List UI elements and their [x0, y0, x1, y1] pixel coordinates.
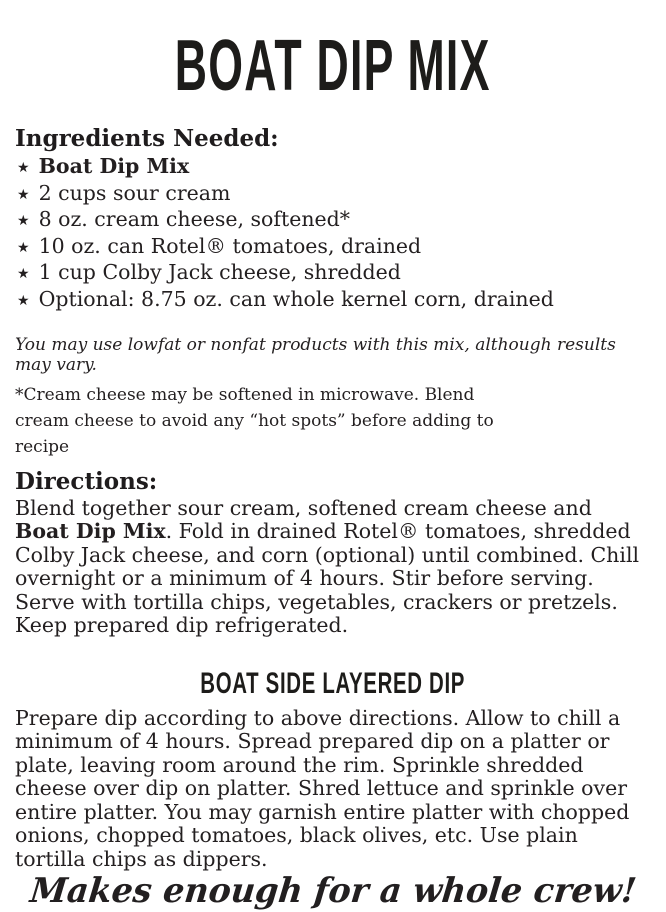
directions-bold-product-name: Boat Dip Mix — [15, 519, 166, 544]
ingredient-text: 2 cups sour cream — [38, 180, 231, 205]
layered-dip-paragraph: Prepare dip according to above directions. Allow to chill a minimum of 4 hours. Spread prepared dip on a platter or plate, leaving room around the rim. Sprinkle shredded cheese over dip on platter. Shred lettuce and sprinkle over entire platter. You may garnish entire platter with chopped onions, chopped tomatoes, black olives, etc. Use plain tortilla chips as dippers. — [15, 705, 630, 871]
star-bullet-icon: ★ — [17, 160, 30, 177]
ingredient-list — [15, 155, 651, 314]
ingredient-item — [15, 155, 651, 182]
directions-heading: Directions: — [15, 468, 158, 496]
ingredient-text: 10 oz. can Rotel® tomatoes, drained — [38, 233, 422, 258]
ingredient-text: Optional: 8.75 oz. can whole kernel corn, drained — [38, 286, 554, 311]
ingredient-item — [15, 261, 651, 288]
star-bullet-icon: ★ — [17, 186, 30, 203]
cream-cheese-footnote: *Cream cheese may be softened in microwave. Blend cream cheese to avoid any “hot spots” before adding to recipe — [15, 385, 494, 458]
star-bullet-icon: ★ — [17, 239, 30, 256]
directions-paragraph — [15, 497, 651, 638]
tagline-area — [15, 871, 651, 912]
ingredient-text: Boat Dip Mix — [38, 154, 190, 179]
ingredient-text: 1 cup Colby Jack cheese, shredded — [38, 260, 401, 285]
page-title: BOAT DIP MIX — [175, 26, 491, 106]
title-area — [15, 26, 651, 106]
layered-dip-heading: BOAT SIDE LAYERED DIP — [200, 666, 466, 700]
ingredient-item — [15, 208, 651, 235]
sub-title-area — [15, 666, 651, 700]
directions-text-start: Blend together sour cream, softened cream cheese and — [15, 495, 592, 520]
ingredients-heading: Ingredients Needed: — [15, 125, 279, 152]
star-bullet-icon: ★ — [17, 266, 30, 283]
lowfat-note: You may use lowfat or nonfat products with this mix, although results may vary. — [15, 335, 616, 376]
star-bullet-icon: ★ — [17, 292, 30, 309]
ingredient-text: 8 oz. cream cheese, softened* — [38, 207, 351, 232]
directions-text-end: . Fold in drained Rotel® tomatoes, shredded Colby Jack cheese, and corn (optional) until combined. Chill overnight or a minimum of 4 hours. Stir before serving. Serve with tortilla chips, vegetables, crackers or pretzels. Keep prepared dip refrigerated. — [15, 519, 640, 638]
ingredient-item — [15, 235, 651, 262]
star-bullet-icon: ★ — [17, 213, 30, 230]
ingredient-item — [15, 288, 651, 315]
tagline-script-text: Makes enough for a whole crew! — [27, 871, 639, 912]
ingredient-item — [15, 182, 651, 209]
